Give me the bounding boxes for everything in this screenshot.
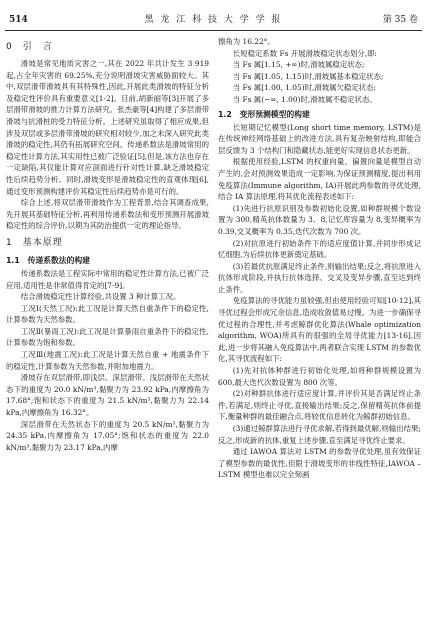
left-column — [6, 36, 209, 636]
paragraph: 工况Ⅰ(天然工况):此工况是计算天然自重条件下的稳定性,计算参数为天然参数。 — [6, 303, 209, 325]
paragraph: 工况Ⅲ(地震工况):此工况是计算天然自重 + 地震条件下的稳定性,计算参数为天然参数,并附加地震力。 — [6, 350, 209, 371]
paragraph: 滑坡存在双层滑带,即浅层、深层滑带。浅层滑带在天然状态下的重度为 20.0 kN/m³,黏聚力为 23.92 kPa,内摩擦角为 17.68°;饱和状态下的重度为 21.5 kN/m³,黏聚力为 22.14 kPa,内摩擦角为 16.32°。 — [6, 373, 209, 418]
paragraph: 滑坡是常见地质灾害之一,其在 2022 年共计发生 3 919 起,占全年灾害的 69.25%,充分说明滑坡灾害威胁面较大。其中,双层滑带滑坡具有其特殊性,因此,开展此类滑坡的特征分析及稳定性评价具有重要意义[1-2]。目前,胡新丽等[3]开展了多层滑带滑坡的推力计算方法研究。张杰豪等[4]构建了多层滑带滑坡与抗滑桩的受力特征分析。上述研究虽取得了相应成果,但涉及双层或多层滑带滑坡的研究相对较少,加之未深入研究此类滑坡的稳定性,其仍有拓展研究空间。传递系数法是滑坡常用的稳定性计算方法,其实用性已被广泛验证[5],但是,该方法也存在一定缺陷,其仅能计算对应剖面进行针对性计算,缺乏滑坡稳定性后续趋势分析。同时,滑坡变形是滑坡稳定性的直观体现[6],通过变形预测构建评价其稳定性后续趋势亦是可行的。 — [6, 59, 209, 196]
paragraph: (3)若最优抗原满足终止条件,则输出结果;反之,将抗原进入抗体形成阶段,并执行抗体选择、交叉及变异步骤,直至达到终止条件。 — [218, 261, 421, 294]
right-column — [218, 36, 421, 636]
page-header — [5, 12, 422, 28]
paragraph: (2)对种群抗体进行适应度计算,并评价其是否满足终止条件,若满足,则终止寻优,直接输出结果;反之,保留精英抗体前提下,衡量种群的最佳融合点,将较优信息转化为鲸群初始信息。 — [218, 389, 421, 422]
section-heading-basic-principle: 1 基本原理 — [6, 237, 63, 248]
paragraph: (3)通过鲸群算法进行寻优求解,若得到最优解,则输出结果;反之,形成新的抗体,重复上述步骤,直至满足寻优终止要求。 — [218, 424, 421, 445]
paragraph: (1)先进行抗原识别及参数初始化设置,如种群规模个数设置为 300,精英抗体数量为 3、8,记忆库容量为 8,变异概率为 0.39,交叉概率为 0.35,迭代次数为 700 次。 — [218, 203, 421, 236]
paragraph: 当 Fs 属[1.15, +∞)时,滑坡属稳定状态; — [232, 60, 365, 70]
volume-label: 第 35 卷 — [382, 15, 418, 25]
subsection-heading: 1.2 变形预测模型的构建 — [218, 109, 310, 119]
header-rule — [5, 30, 422, 31]
paragraph: 通过 IAWOA 算法对 LSTM 的参数寻优处理,虽有效保证了模型参数的最优性,但限于滑坡变形的非线性特征,IAWOA – LSTM 模型也难以完全刻画 — [218, 447, 421, 480]
paragraph: 传递系数法是工程实际中常用的稳定性计算方法,已被广泛应用,适用性是非常值得肯定的[7-9]。 — [6, 268, 209, 290]
paragraph: (2)对抗原进行初始条件下的适应度值计算,并同步形成记忆细胞,为后续抗体更新奠定基础。 — [218, 238, 421, 260]
paragraph: 当 Fs 属(−∞, 1.00)时,滑坡属不稳定状态。 — [232, 94, 377, 104]
paragraph: 综合上述,将双层滑带滑坡作为工程背景,结合其调查成果,先开展其基础特征分析,再利用传递系数法和变形预测开展滑坡稳定性的综合评价,以期为其防治提供一定的理论指导。 — [6, 198, 209, 231]
paragraph: 长短稳定系数 Fs 开展滑坡稳定状态划分,即: — [232, 48, 377, 58]
paragraph: 免疫算法的寻优能力虽较强,但由使用经验可知[10-12],其寻优过程会形成冗余信息,造成收敛值易过慢。为进一步确保寻优过程的合理性,并考虑鲸群优化算法(Whale optimization algorithm, WOA)所具有的很强的全局寻优能力[13-16],因此,进一步将其融入免疫算法中,两者联合实现 LSTM 的参数优化,其寻优流程如下: — [218, 296, 421, 364]
journal-title: 黑 龙 江 科 技 大 学 学 报 — [144, 15, 283, 25]
paragraph: 根据使用经验,LSTM 的权重向量、偏置向量是模型自动产生的,会对预测效果造成一定影响,为保证预测精度,提出利用免疫算法(Immune algorithm, IA)开展此两参数的寻优处理,结合 IA 算法原理,将其优化流程表述如下: — [218, 157, 421, 202]
paragraph: 结合滑坡稳定性计算经验,共设置 3 种计算工况。 — [20, 292, 181, 302]
paragraph: 深层滑带在天然状态下的重度为 20.5 kN/m³,黏聚力为 24.35 kPa,内摩擦角为 17.05°;饱和状态的重度为 22.0 kN/m³,黏聚力为 23.17 kPa,内摩 — [6, 419, 209, 452]
paragraph: 当 Fs 属[1.05, 1.15)时,滑坡属基本稳定状态; — [232, 71, 384, 81]
subsection-heading: 1.1 传递系数法的构建 — [6, 255, 90, 265]
paragraph: 长短期记忆模型(Long short time memory, LSTM)是在传统神经网络基础上的改进方法,具有复杂映射结构,即能合层反馈为 3 个结构门和隐藏状态,能更好实现信息状态更新。 — [218, 122, 421, 155]
paragraph: 工况Ⅱ(暴雨工况):此工况是计算暴雨自重条件下的稳定性,计算参数为饱和参数。 — [6, 326, 209, 348]
paragraph: 擦角为 16.22°。 — [218, 37, 275, 46]
paragraph: 当 Fs 属[1.00, 1.05)时,滑坡属欠稳定状态; — [232, 83, 376, 93]
page-number: 514 — [9, 15, 28, 25]
paragraph: (1)先对抗体种群进行初始化处理,如将种群规模设置为 600,最大迭代次数设置为 800 次等。 — [218, 366, 421, 387]
section-heading-introduction: 0 引 言 — [6, 42, 53, 52]
